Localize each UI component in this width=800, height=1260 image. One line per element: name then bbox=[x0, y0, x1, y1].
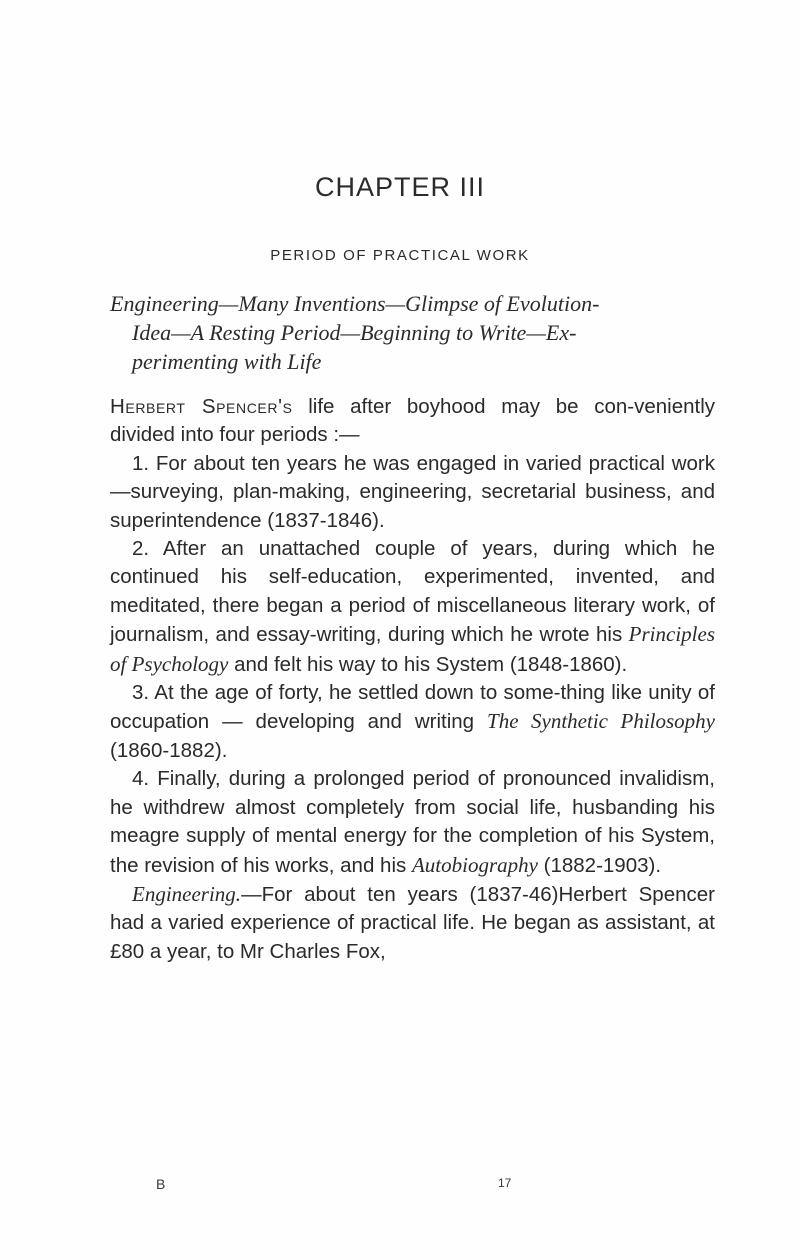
book-title: Autobiography bbox=[411, 852, 538, 877]
synopsis-line: Engineering—Many Inventions—Glimpse of Evolution- bbox=[110, 291, 600, 316]
paragraph-text: (1860-1882). bbox=[110, 738, 228, 762]
paragraph-text: 2. After an unattached couple of years, during which he continued his self-education, experimented, invented, and meditated, there began a period of miscellaneous literary work, of journalism, and essay-writing, during which he wrote his bbox=[110, 537, 715, 647]
chapter-synopsis bbox=[110, 289, 715, 376]
paragraph-text: 1. For about ten years he was engaged in varied practical work—surveying, plan-making, engineering, secretarial business, and superintendence (1837-1846). bbox=[110, 451, 715, 532]
page-number: 17 bbox=[498, 1176, 512, 1190]
synopsis-line: Idea—A Resting Period—Beginning to Write—Ex- bbox=[132, 320, 577, 345]
signature-mark: B bbox=[156, 1176, 166, 1192]
body-text bbox=[110, 393, 715, 966]
paragraph-text: —For about ten years (1837-46)Herbert Spencer had a varied experience of practical life. He began as assistant, at £80 a year, to Mr Charles Fox, bbox=[110, 882, 715, 963]
book-title: The Synthetic Philosophy bbox=[487, 709, 715, 734]
paragraph-period-2 bbox=[110, 535, 715, 679]
paragraph-intro bbox=[110, 393, 715, 450]
author-name: Herbert Spencer's bbox=[110, 395, 293, 418]
paragraph-text: life after boyhood may be con-veniently divided into four periods :— bbox=[110, 395, 715, 447]
paragraph-period-1 bbox=[110, 450, 715, 535]
chapter-subtitle: PERIOD OF PRACTICAL WORK bbox=[270, 247, 530, 264]
paragraph-period-4 bbox=[110, 765, 715, 880]
paragraph-period-3 bbox=[110, 679, 715, 765]
paragraph-text: 4. Finally, during a prolonged period of pronounced invalidism, he withdrew almost completely from social life, husbanding his meagre supply of mental energy for the completion of his System, the revision of his works, and his bbox=[110, 767, 715, 877]
chapter-title: CHAPTER III bbox=[314, 172, 486, 202]
section-lead: Engineering. bbox=[132, 881, 242, 906]
paragraph-text: and felt his way to his System (1848-1860). bbox=[228, 652, 628, 676]
synopsis-line: perimenting with Life bbox=[132, 349, 322, 374]
paragraph-text: (1882-1903). bbox=[537, 853, 662, 877]
paragraph-engineering bbox=[110, 880, 715, 966]
book-title: Principles of Psychology bbox=[110, 622, 715, 676]
paragraph-text: 3. At the age of forty, he settled down to some-thing like unity of occupation — developing and writing bbox=[110, 681, 715, 734]
